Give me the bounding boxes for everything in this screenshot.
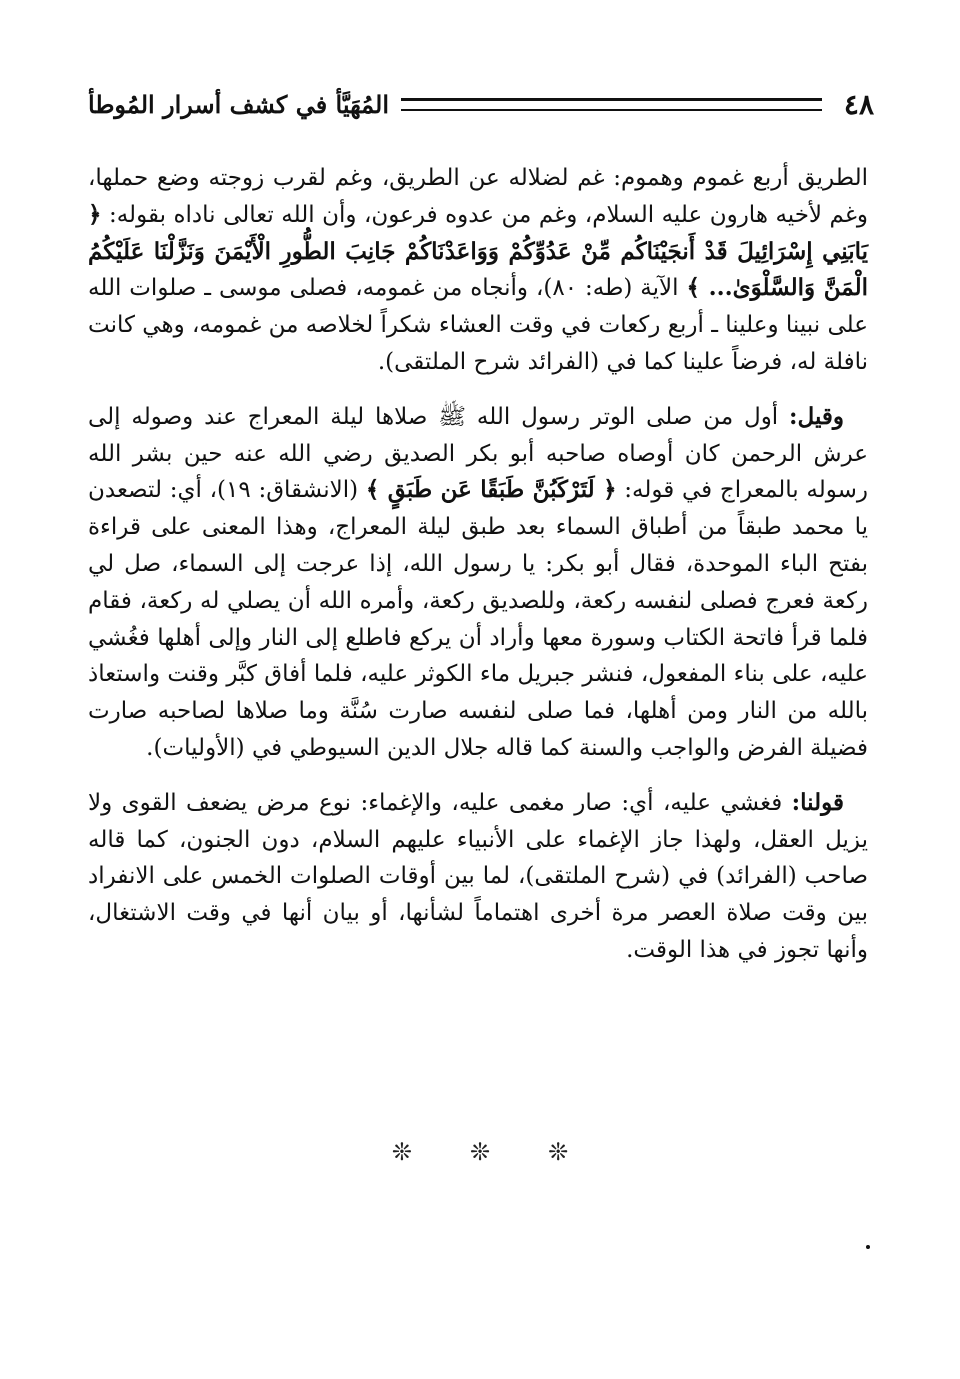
paragraph-lead-word: قولنا: xyxy=(791,788,844,816)
asterism-ornament: ❊ xyxy=(548,1138,569,1166)
running-header xyxy=(88,84,874,124)
paragraph-1 xyxy=(88,160,868,381)
paragraph-3 xyxy=(88,785,868,969)
paragraph-text: الطريق أربع غموم وهموم: غم لضلاله عن الطريق، وغم لقرب زوجته وضع حملها، وغم لأخيه هارون عليه السلام، وغم من عدوه فرعون، وأن الله تعالى ناداه بقوله: xyxy=(88,165,868,228)
asterism-ornament: ❊ xyxy=(469,1138,491,1166)
paragraph-text: (الانشقاق: ١٩)، أي: لتصعدن يا محمد طبقاً من أطباق السماء بعد طبق ليلة المعراج، وهذا المعنى على قراءة بفتح الباء الموحدة، فقال أبو بكر: يا رسول الله، إذا عرجت إلى السماء، صل لي ركعة فعرج فصلى لنفسه ركعة، وللصديق ركعة، وأمره الله أن يصلي له ركعة، فقام فلما قرأ فاتحة الكتاب وسورة معها وأراد أن يركع فاطلع إلى النار وإلى أهلها فغُشي عليه، على بناء المفعول، فنشر جبريل ماء الكوثر عليه، فلما أفاق كبَّر وقنت واستعاذ بالله من النار ومن أهلها، فما صلى لنفسه صارت سُنَّة وما صلاها لصاحبه صارت فضيلة الفرض والواجب والسنة كما قاله جلال الدين السيوطي في (الأوليات). xyxy=(88,477,868,761)
book-title: المُهَيَّأ في كشف أسرار المُوطأ xyxy=(88,89,389,119)
asterism-ornament: ❊ xyxy=(391,1138,412,1166)
paragraph-lead-word: وقيل: xyxy=(789,402,844,430)
page-body xyxy=(88,160,868,987)
paragraph-text: أول من صلى الوتر رسول الله ﷺ صلاها ليلة المعراج عند وصوله إلى عرش الرحمن كان أوصاه صاحبه أبو بكر الصديق رضي الله عنه حين بشر الله رسوله بالمعراج في قوله: xyxy=(88,403,868,504)
section-separator xyxy=(0,1138,960,1166)
paragraph-2 xyxy=(88,399,868,767)
page-number: ٤٨ xyxy=(843,87,874,121)
quran-verse: ﴿ يَابَنِي إِسْرَائِيلَ قَدْ أَنجَيْنَاكُم مِّنْ عَدُوِّكُمْ وَوَاعَدْنَاكُمْ جَانِبَ الطُّورِ الْأَيْمَنَ وَنَزَّلْنَا عَلَيْكُمُ الْمَنَّ وَالسَّلْوَىٰ... ﴾ xyxy=(88,200,868,302)
footer-dot xyxy=(866,1245,870,1249)
paragraph-text: فغشي عليه، أي: صار مغمى عليه، والإغماء: نوع مرض يضعف القوى ولا يزيل العقل، ولهذا جاز الإغماء على الأنبياء عليهم السلام، دون الجنون، كما قاله صاحب (الفرائد) في (شرح الملتقى)، لما بين أوقات الصلوات الخمس على الانفراد بين وقت صلاة العصر مرة أخرى اهتماماً لشأنها، أو بيان أنها في وقت الاشتغال، وأنها تجوز في هذا الوقت. xyxy=(88,789,868,963)
paragraph-text: الآية (طه: ٨٠)، وأنجاه من غمومه، فصلى موسى ـ صلوات الله على نبينا وعلينا ـ أربع ركعات في وقت العشاء شكراً لخلاصه من غمومه، وهي كانت نافلة له، فرضاً علينا كما في (الفرائد شرح الملتقى). xyxy=(88,275,868,375)
header-rule xyxy=(401,98,822,111)
quran-verse: ﴿ لَتَرْكَبُنَّ طَبَقًا عَن طَبَقٍ ﴾ xyxy=(365,476,617,504)
